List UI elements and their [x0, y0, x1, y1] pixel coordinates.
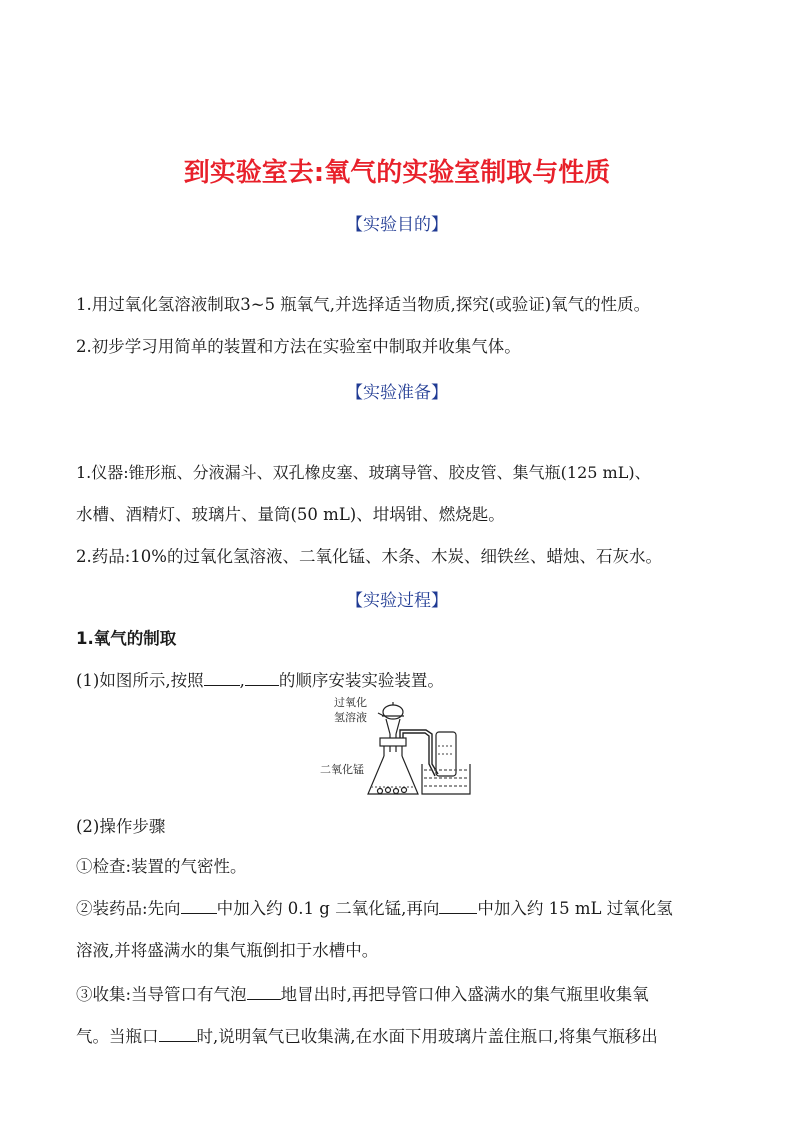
section-heading-process: 【实验过程】 [346, 591, 448, 611]
preparation-instruments: 1.仪器:锥形瓶、分液漏斗、双孔橡皮塞、玻璃导管、胶皮管、集气瓶(125 mL)、 [76, 463, 651, 482]
delivery-tube [400, 730, 438, 776]
step-3-text-d: 时,说明氧气已收集满,在水面下用玻璃片盖住瓶口,将集气瓶移出 [196, 1027, 658, 1046]
page-title: 到实验室去:氧气的实验室制取与性质 [183, 158, 611, 188]
answer-blank[interactable] [247, 985, 281, 1000]
step-2-cont: 溶液,并将盛满水的集气瓶倒扣于水槽中。 [76, 941, 379, 960]
step-2 [76, 898, 673, 920]
purpose-item-2: 2.初步学习用简单的装置和方法在实验室中制取并收集气体。 [76, 337, 521, 356]
answer-blank[interactable] [159, 1027, 197, 1042]
question-1-sep: , [239, 671, 245, 690]
step-3 [76, 984, 649, 1006]
preparation-instruments-cont: 水槽、酒精灯、玻璃片、量筒(50 mL)、坩埚钳、燃烧匙。 [76, 505, 505, 524]
apparatus-diagram [318, 694, 478, 800]
question-1-text-b: 的顺序安装实验装置。 [278, 671, 444, 690]
step-1: ①检查:装置的气密性。 [76, 857, 247, 876]
section-heading-preparation: 【实验准备】 [346, 383, 448, 403]
answer-blank[interactable] [439, 899, 477, 914]
conical-flask [368, 738, 418, 794]
diagram-label-hydrogen-peroxide: 过氧化 [334, 696, 367, 709]
step-3-cont [76, 1026, 658, 1048]
step-2-text-b: 中加入约 0.1 g 二氧化锰,再向 [216, 899, 440, 918]
section-heading-purpose: 【实验目的】 [346, 215, 448, 235]
answer-blank[interactable] [181, 899, 217, 914]
preparation-reagents: 2.药品:10%的过氧化氢溶液、二氧化锰、木条、木炭、细铁丝、蜡烛、石灰水。 [76, 547, 662, 566]
step-3-text-c: 气。当瓶口 [76, 1027, 159, 1046]
step-3-text-a: ③收集:当导管口有气泡 [76, 985, 247, 1004]
step-2-text-a: ②装药品:先向 [76, 899, 181, 918]
subheading-oxygen-preparation: 1.氧气的制取 [76, 629, 177, 648]
question-1-text-a: (1)如图所示,按照 [76, 671, 204, 690]
purpose-item-1: 1.用过氧化氢溶液制取3~5 瓶氧气,并选择适当物质,探究(或验证)氧气的性质。 [76, 295, 651, 314]
answer-blank[interactable] [245, 671, 279, 686]
question-1 [76, 670, 444, 692]
diagram-label-solution: 氢溶液 [334, 711, 367, 724]
water-trough [422, 764, 470, 794]
step-3-text-b: 地冒出时,再把导管口伸入盛满水的集气瓶里收集氧 [280, 985, 649, 1004]
diagram-label-manganese-dioxide: 二氧化锰 [320, 763, 364, 776]
step-2-text-c: 中加入约 15 mL 过氧化氢 [477, 899, 673, 918]
answer-blank[interactable] [204, 671, 240, 686]
question-2: (2)操作步骤 [76, 817, 166, 836]
